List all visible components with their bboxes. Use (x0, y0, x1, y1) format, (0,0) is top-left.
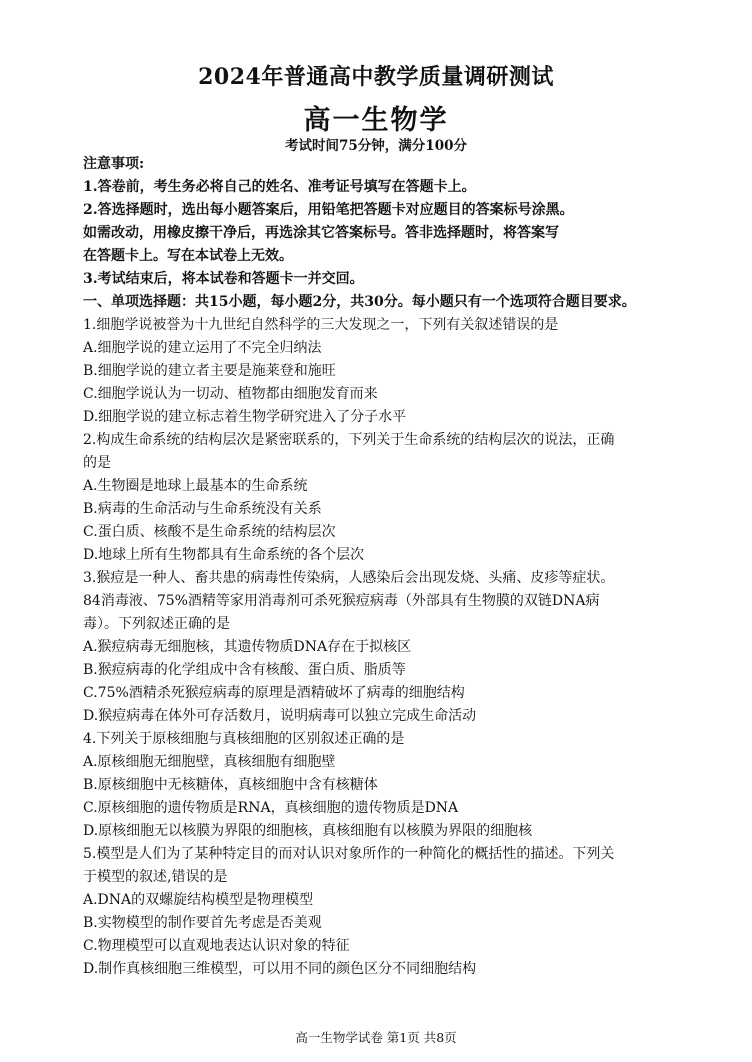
exam-title: 2024年普通高中教学质量调研测试 (198, 64, 554, 90)
exam-body (83, 153, 683, 981)
note-item: 1.答卷前，考生务必将自己的姓名、准考证号填写在答题卡上。 (83, 179, 476, 195)
question-stem: 的是 (83, 455, 111, 471)
question-option: B.实物模型的制作要首先考虑是否美观 (83, 915, 322, 931)
question-option: C.细胞学说认为一切动、植物都由细胞发育而来 (83, 386, 378, 402)
question-stem: 1.细胞学说被誉为十九世纪自然科学的三大发现之一，下列有关叙述错误的是 (83, 317, 559, 333)
question-option: A.猴痘病毒无细胞核，其遗传物质DNA存在于拟核区 (83, 639, 412, 655)
question-option: C.蛋白质、核酸不是生命系统的结构层次 (83, 524, 336, 540)
question-stem: 4.下列关于原核细胞与真核细胞的区别叙述正确的是 (83, 731, 405, 747)
question-stem: 3.猴痘是一种人、畜共患的病毒性传染病，人感染后会出现发烧、头痛、皮疹等症状。 (83, 570, 615, 586)
question-stem: 84消毒液、75%酒精等家用消毒剂可杀死猴痘病毒（外部具有生物膜的双链DNA病 (83, 593, 600, 609)
question-option: A.DNA的双螺旋结构模型是物理模型 (83, 892, 314, 908)
question-option: D.制作真核细胞三维模型，可以用不同的颜色区分不同细胞结构 (83, 961, 477, 977)
note-item: 3.考试结束后，将本试卷和答题卡一并交回。 (83, 271, 364, 287)
subject-title: 高一生物学 (303, 105, 449, 136)
question-option: A.生物圈是地球上最基本的生命系统 (83, 478, 308, 494)
question-option: A.细胞学说的建立运用了不完全归纳法 (83, 340, 322, 356)
question-option: B.细胞学说的建立者主要是施莱登和施旺 (83, 363, 336, 379)
question-stem: 毒）。下列叙述正确的是 (83, 616, 230, 632)
question-stem: 于模型的叙述,错误的是 (83, 869, 228, 885)
question-stem: 5.模型是人们为了某种特定目的而对认识对象所作的一种简化的概括性的描述。下列关 (83, 846, 615, 862)
note-item: 2.答选择题时，选出每小题答案后，用铅笔把答题卡对应题目的答案标号涂黑。 (83, 202, 574, 218)
page-footer: 高一生物学试卷 第1页 共8页 (295, 1030, 457, 1045)
question-option: B.原核细胞中无核糖体，真核细胞中含有核糖体 (83, 777, 378, 793)
question-option: D.猴痘病毒在体外可存活数月，说明病毒可以独立完成生命活动 (83, 708, 477, 724)
question-option: C.原核细胞的遗传物质是RNA，真核细胞的遗传物质是DNA (83, 800, 459, 816)
note-item: 如需改动，用橡皮擦干净后，再选涂其它答案标号。答非选择题时，将答案写 (83, 225, 559, 241)
question-option: D.细胞学说的建立标志着生物学研究进入了分子水平 (83, 409, 407, 425)
question-option: A.原核细胞无细胞壁，真核细胞有细胞壁 (83, 754, 336, 770)
section-heading: 一、单项选择题：共15小题，每小题2分，共30分。每小题只有一个选项符合题目要求。 (83, 294, 636, 310)
question-option: C.物理模型可以直观地表达认识对象的特征 (83, 938, 350, 954)
question-option: B.病毒的生命活动与生命系统没有关系 (83, 501, 322, 517)
question-option: D.地球上所有生物都具有生命系统的各个层次 (83, 547, 365, 563)
question-stem: 2.构成生命系统的结构层次是紧密联系的，下列关于生命系统的结构层次的说法，正确 (83, 432, 615, 448)
question-option: B.猴痘病毒的化学组成中含有核酸、蛋白质、脂质等 (83, 662, 406, 678)
question-option: C.75%酒精杀死猴痘病毒的原理是酒精破坏了病毒的细胞结构 (83, 685, 465, 701)
note-item: 在答题卡上。写在本试卷上无效。 (83, 248, 293, 264)
question-option: D.原核细胞无以核膜为界限的细胞核，真核细胞有以核膜为界限的细胞核 (83, 823, 533, 839)
exam-info: 考试时间75分钟，满分100分 (285, 138, 467, 154)
notes-heading: 注意事项: (83, 156, 145, 172)
